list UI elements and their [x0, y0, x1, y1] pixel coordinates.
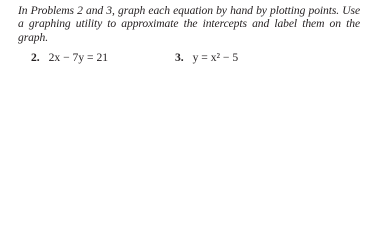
problem-equation: 2x − 7y = 21 [48, 51, 109, 64]
problem-equation: y = x² − 5 [192, 51, 239, 64]
problem-3 [175, 51, 238, 65]
problem-number: 2. [31, 51, 40, 64]
problem-number: 3. [175, 51, 184, 64]
problem-2 [31, 51, 108, 65]
textbook-excerpt [0, 0, 370, 72]
problem-instructions: In Problems 2 and 3, graph each equation by hand by plotting points. Use a graphing utility to approximate the intercepts and label them on the graph. [18, 4, 360, 44]
